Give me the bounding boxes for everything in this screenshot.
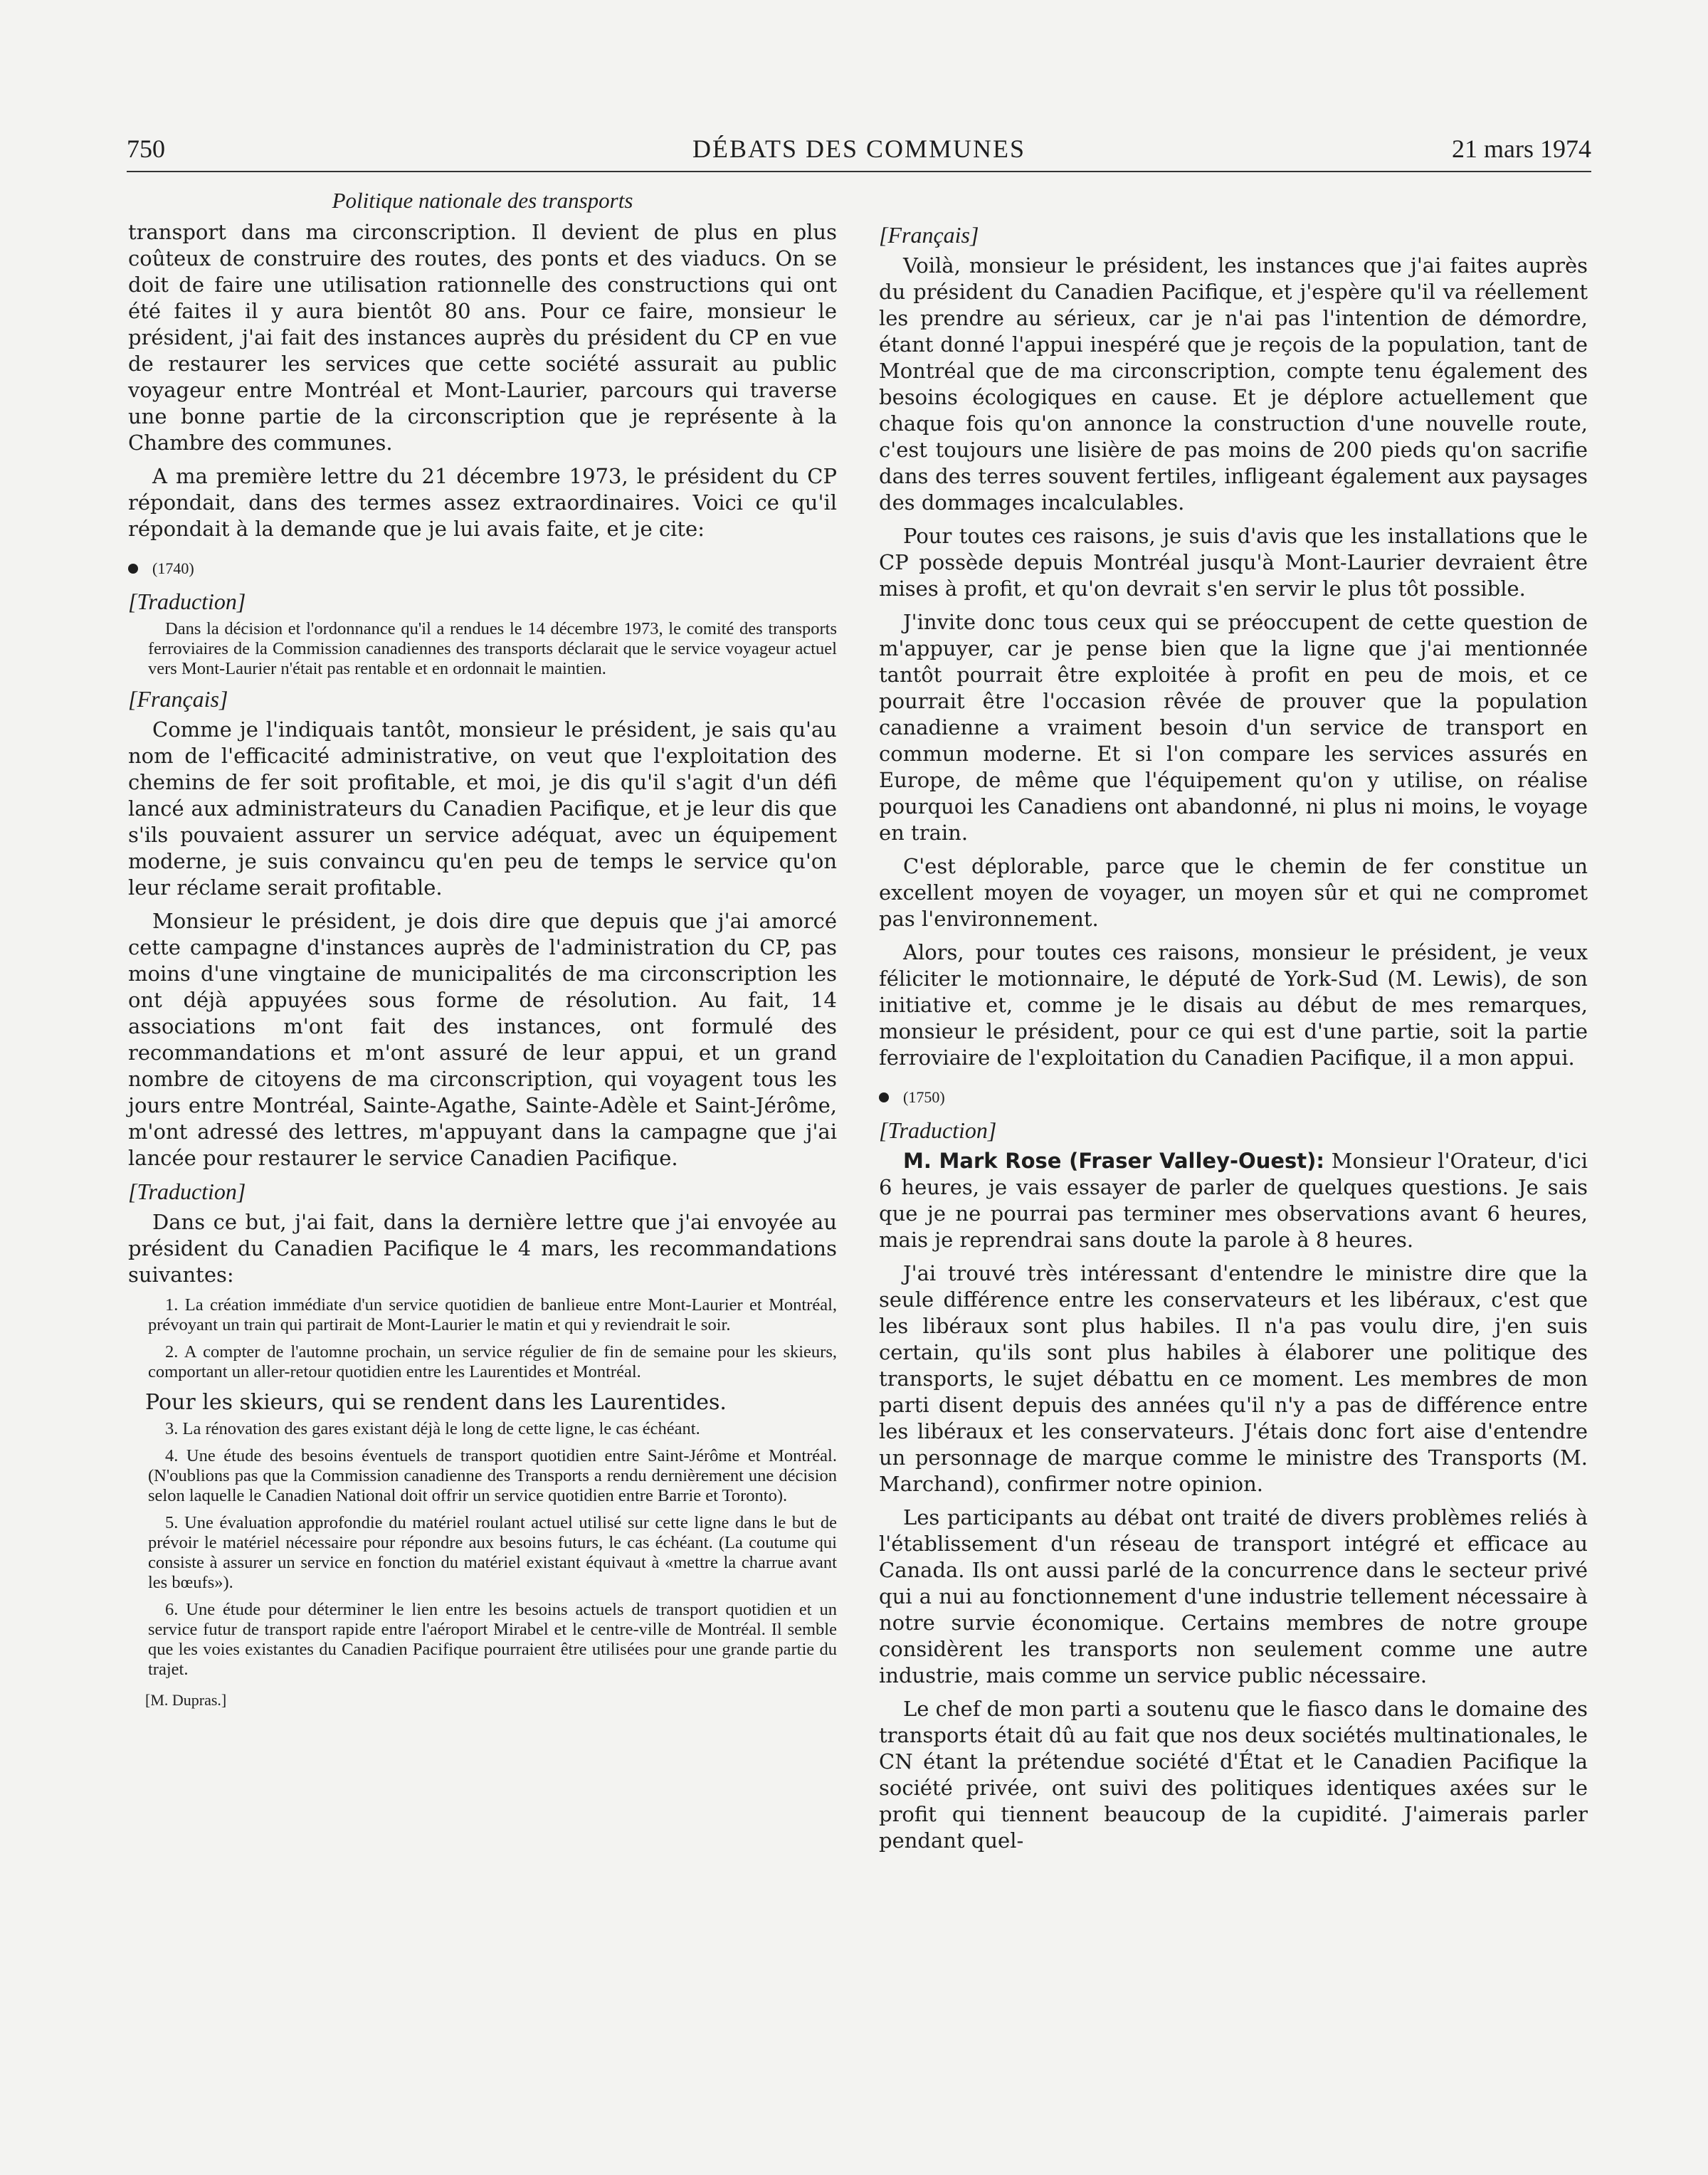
left-column [128, 186, 837, 1713]
publication-title: DÉBATS DES COMMUNES [692, 135, 1026, 163]
time-stamp-text: (1750) [903, 1088, 945, 1106]
speaker-name: M. Mark Rose (Fraser Valley-Ouest): [903, 1149, 1324, 1173]
paragraph: Monsieur le président, je dois dire que depuis que j'ai amorcé cette campagne d'instances auprès de l'administration du CP, pas moins d'une vingtaine de municipalités de ma circonscription les ont déjà appuyées sous forme de résolution. Au fait, 14 associations m'ont fait des instances, ont formulé des recommandations et m'ont assuré de leur appui, et un grand nombre de citoyens de ma circonscription, qui voyagent tous les jours entre Montréal, Sainte-Agathe, Sainte-Adèle et Saint-Jérôme, m'ont adressé des lettres, m'appuyant dans la campagne que j'ai lancée pour restaurer le service Canadien Pacifique. [128, 909, 837, 1170]
language-marker: [Traduction] [128, 589, 246, 614]
paragraph: Alors, pour toutes ces raisons, monsieur le président, je veux féliciter le motionnaire, le député de York-Sud (M. Lewis), de son initiative et, comme je le disais au début de mes remarques, monsieur le président, pour ce qui est d'une partie, soit la partie ferroviaire de l'exploitation du Canadien Pacifique, il a mon appui. [879, 940, 1588, 1070]
paragraph: Pour toutes ces raisons, je suis d'avis que les installations que le CP possède depuis Montréal jusqu'à Mont-Laurier devraient être mises à profit, et qu'on devrait s'en servir le plus tôt possible. [879, 524, 1588, 601]
recommendation-item: 2. A compter de l'automne prochain, un service régulier de fin de semaine pour les skieurs, comportant un aller-retour quotidien entre les Laurentides et Montréal. [148, 1342, 837, 1381]
language-marker: [Traduction] [879, 1117, 997, 1143]
block-quote: Dans la décision et l'ordonnance qu'il a rendues le 14 décembre 1973, le comité des transports ferroviaires de la Commission canadiennes des transports déclarait que le service voyageur actuel vers Mont-Laurier n'était pas rentable et en ordonnait le maintien. [148, 619, 837, 678]
paragraph: Le chef de mon parti a soutenu que le fiasco dans le domaine des transports était dû au fait que nos deux sociétés multinationales, le CN étant la prétendue société d'État et le Canadien Pacifique la société privée, ont suivi des politiques identiques axées sur le profit qui tiennent beaucoup de la cupidité. J'aimerais parler pendant quel- [879, 1697, 1588, 1853]
time-stamp-text: (1740) [152, 559, 194, 577]
recommendation-item: 1. La création immédiate d'un service quotidien de banlieue entre Mont-Laurier et Montréal, prévoyant un train qui partirait de Mont-Laurier le matin et qui y reviendrait le soir. [148, 1295, 837, 1334]
paragraph: J'invite donc tous ceux qui se préoccupent de cette question de m'appuyer, car je pense bien que la ligne que j'ai mentionnée tantôt pourrait être exploitée à profit en peu de mois, et ce pourrait être l'occasion rêvée de prouver que la population canadienne a vraiment besoin d'un service de transport en commun moderne. Et si l'on compare les services assurés en Europe, de même que l'équipement qu'on y utilise, on réalise pourquoi les Canadiens ont abandonné, ni plus ni moins, le voyage en train. [879, 610, 1588, 845]
right-column [879, 222, 1588, 1861]
language-marker: [Traduction] [128, 1179, 246, 1204]
bullet-dot-icon [879, 1092, 889, 1102]
speaker-paragraph [879, 1148, 1588, 1253]
paragraph: Dans ce but, j'ai fait, dans la dernière lettre que j'ai envoyée au président du Canadien Pacifique le 4 mars, les recommandations suivantes: [128, 1210, 837, 1287]
paragraph: Comme je l'indiquais tantôt, monsieur le président, je sais qu'au nom de l'efficacité administrative, on veut que l'exploitation des chemins de fer soit profitable, et moi, je dis qu'il s'agit d'un défi lancé aux administrateurs du Canadien Pacifique, et je leur dis que s'ils pouvaient assurer un service adéquat, avec un équipement moderne, je suis convaincu qu'en peu de temps le service qu'on leur réclame serait profitable. [128, 717, 837, 900]
speaker-attribution: [M. Dupras.] [145, 1691, 227, 1709]
recommendation-note: Pour les skieurs, qui se rendent dans les Laurentides. [145, 1390, 727, 1415]
time-stamp [879, 1084, 1588, 1110]
paragraph: transport dans ma circonscription. Il devient de plus en plus coûteux de construire des routes, des ponts et des viaducs. On se doit de faire une utilisation rationnelle des constructions qui ont été faites il y aura bientôt 80 ans. Pour ce faire, monsieur le président, j'ai fait des instances auprès du président du CP en vue de restaurer les services que cette société assurait au public voyageur entre Montréal et Mont-Laurier, parcours qui traverse une bonne partie de la circonscription que je représente à la Chambre des communes. [128, 220, 837, 455]
paragraph: Les participants au débat ont traité de divers problèmes reliés à l'établissement d'un réseau de transport intégré et efficace au Canada. Ils ont aussi parlé de la concurrence dans le secteur privé qui a nui au fonctionnement d'une industrie tellement nécessaire à notre survie économique. Certains membres de notre groupe considèrent les transports non seulement comme une autre industrie, mais comme un service public nécessaire. [879, 1505, 1588, 1687]
language-marker: [Français] [128, 686, 228, 712]
paragraph: A ma première lettre du 21 décembre 1973, le président du CP répondait, dans des termes assez extraordinaires. Voici ce qu'il répondait à la demande que je lui avais faite, et je cite: [128, 464, 837, 541]
language-marker: [Français] [879, 222, 979, 248]
page-number: 750 [127, 135, 165, 163]
paragraph: Voilà, monsieur le président, les instances que j'ai faites auprès du président du Canadien Pacifique, et j'espère qu'il va réellement les prendre au sérieux, car je n'ai pas l'intention de démordre, étant donné l'appui inespéré que je reçois de la population, tant de Montréal que de ma circonscription, compte tenu également des besoins écologiques en cause. Et je déplore actuellement que chaque fois qu'on annonce la construction d'une nouvelle route, c'est toujours une lisière de pas moins de 200 pieds qu'on sacrifie dans des terres souvent fertiles, infligeant également aux paysages des dommages incalculables. [879, 253, 1588, 515]
recommendation-item: 4. Une étude des besoins éventuels de transport quotidien entre Saint-Jérôme et Montréal. (N'oublions pas que la Commission canadienne des Transports a rendu dernièrement une décision selon laquelle le Canadien National doit offrir un service quotidien entre Barrie et Toronto). [148, 1446, 837, 1505]
recommendation-item: 5. Une évaluation approfondie du matériel roulant actuel utilisé sur cette ligne dans le but de prévoir le matériel nécessaire pour répondre aux besoins futurs, le cas échéant. (La coutume qui consiste à assurer un service en fonction du matériel existant équivaut à «mettre la charrue avant les bœufs»). [148, 1513, 837, 1592]
recommendation-item: 6. Une étude pour déterminer le lien entre les besoins actuels de transport quotidien et un service futur de transport rapide entre l'aéroport Mirabel et le centre-ville de Montréal. Il semble que les voies existantes du Canadien Pacifique pourraient être utilisées pour une grande partie du trajet. [148, 1600, 837, 1679]
bullet-dot-icon [128, 564, 138, 574]
recommendation-item: 3. La rénovation des gares existant déjà le long de cette ligne, le cas échéant. [165, 1419, 700, 1438]
paragraph: J'ai trouvé très intéressant d'entendre le ministre dire que la seule différence entre les conservateurs et les libéraux, c'est que les libéraux sont plus habiles. Il n'a pas voulu dire, j'en suis certain, qu'ils sont plus habiles à élaborer une politique des transports, le sujet débattu en ce moment. Les membres de mon parti disent depuis des années qu'il n'y a pas de différence entre les libéraux et les conservateurs. J'étais donc fort aise d'entendre un personnage de marque comme le ministre des Transports (M. Marchand), confirmer notre opinion. [879, 1261, 1588, 1496]
publication-date: 21 mars 1974 [1452, 135, 1591, 163]
running-head [127, 134, 1591, 172]
time-stamp [128, 555, 837, 581]
section-title: Politique nationale des transports [332, 188, 633, 213]
speaker-text: Monsieur l'Orateur, d'ici 6 heures, je vais essayer de parler de quelques questions. Je sais que je ne pourrai pas terminer mes observations avant 6 heures, mais je reprendrai sans doute la parole à 8 heures. [879, 1149, 1588, 1252]
paragraph: C'est déplorable, parce que le chemin de fer constitue un excellent moyen de voyager, un moyen sûr et qui ne compromet pas l'environnement. [879, 854, 1588, 931]
